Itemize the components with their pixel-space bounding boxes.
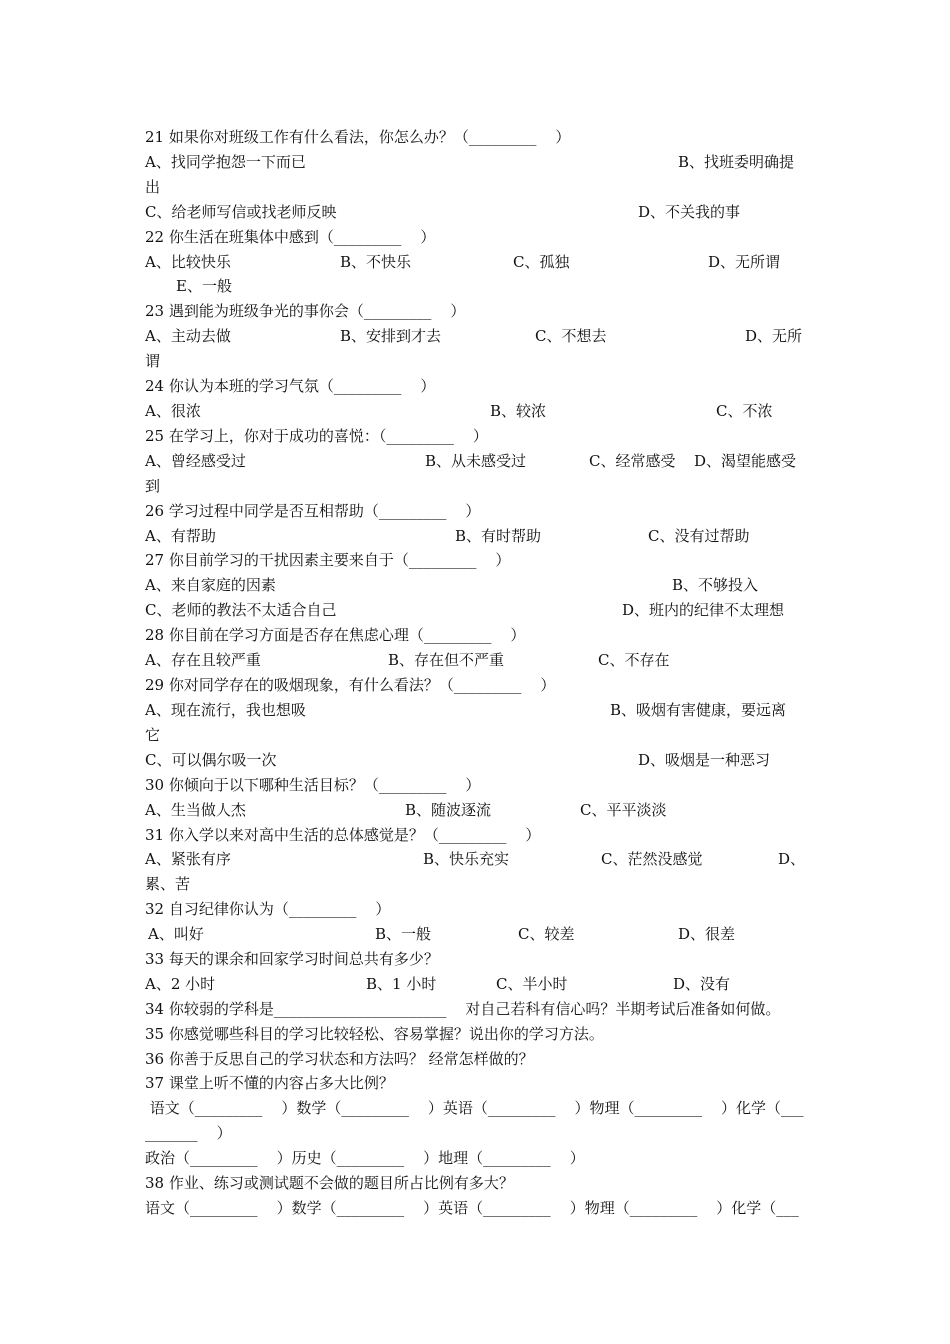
- question-24: 24 你认为本班的学习气氛（_________ ）: [145, 377, 436, 395]
- option-b: B、吸烟有害健康，要远离: [610, 701, 787, 719]
- option-b: B、存在但不严重: [388, 651, 505, 669]
- option-c: C、平平淡淡: [580, 801, 667, 819]
- question-30: 30 你倾向于以下哪种生活目标？（_________ ）: [145, 776, 481, 794]
- option-b: B、1 小时: [366, 975, 437, 993]
- question-27: 27 你目前学习的干扰因素主要来自于（_________ ）: [145, 551, 511, 569]
- option-a: A、存在且较严重: [145, 651, 261, 669]
- option-a: A、生当做人杰: [145, 801, 246, 819]
- option-c: C、半小时: [496, 975, 568, 993]
- question-33: 33 每天的课余和回家学习时间总共有多少？: [145, 950, 439, 968]
- option-a: A、叫好: [148, 925, 204, 943]
- option-c: C、老师的教法不太适合自己: [145, 601, 337, 619]
- subject-blanks-row: 语文（_________ ）数学（_________ ）英语（_________ ）物理（_________ ）化学（___: [145, 1199, 799, 1217]
- option-a: A、有帮助: [145, 527, 216, 545]
- question-21: 21 如果你对班级工作有什么看法，你怎么办？（_________ ）: [145, 128, 571, 146]
- option-d: D、很差: [678, 925, 736, 943]
- question-38: 38 作业、练习或测试题不会做的题目所占比例有多大？: [145, 1174, 514, 1192]
- option-d: D、无所: [745, 327, 803, 345]
- option-b: B、安排到才去: [340, 327, 442, 345]
- option-e: E、一般: [176, 277, 232, 295]
- option-d: D、: [778, 850, 806, 868]
- option-a: A、现在流行，我也想吸: [145, 701, 306, 719]
- subject-blanks-row: 政治（_________ ）历史（_________ ）地理（_________ ）: [145, 1149, 585, 1167]
- option-b: B、一般: [375, 925, 432, 943]
- option-a: A、比较快乐: [145, 253, 231, 271]
- question-32: 32 自习纪律你认为（_________ ）: [145, 900, 391, 918]
- option-c: C、没有过帮助: [648, 527, 750, 545]
- option-b: B、随波逐流: [405, 801, 492, 819]
- option-b: B、不够投入: [672, 576, 759, 594]
- option-c: C、不想去: [535, 327, 607, 345]
- option-c: C、不浓: [716, 402, 773, 420]
- question-22: 22 你生活在班集体中感到（_________ ）: [145, 228, 436, 246]
- option-d: D、渴望能感受: [694, 452, 797, 470]
- option-a: A、主动去做: [145, 327, 231, 345]
- option-wrap: 谓: [145, 352, 161, 370]
- question-35: 35 你感觉哪些科目的学习比较轻松、容易掌握？说出你的学习方法。: [145, 1025, 604, 1043]
- question-29: 29 你对同学存在的吸烟现象，有什么看法？（_________ ）: [145, 676, 556, 694]
- question-28: 28 你目前在学习方面是否存在焦虑心理（_________ ）: [145, 626, 526, 644]
- question-26: 26 学习过程中同学是否互相帮助（_________ ）: [145, 502, 481, 520]
- option-row: A、找同学抱怨一下而已: [145, 153, 306, 171]
- option-a: A、2 小时: [145, 975, 216, 993]
- option-d: D、班内的纪律不太理想: [622, 601, 785, 619]
- option-c: C、不存在: [598, 651, 670, 669]
- question-36: 36 你善于反思自己的学习状态和方法吗？ 经常怎样做的？: [145, 1050, 534, 1068]
- option-a: A、来自家庭的因素: [145, 576, 276, 594]
- option-d: D、不关我的事: [638, 203, 741, 221]
- option-b: B、较浓: [490, 402, 547, 420]
- option-a: A、曾经感受过: [145, 452, 246, 470]
- question-34: 34 你较弱的学科是_______________________ 对自己若科有信心吗？半期考试后准备如何做。: [145, 1000, 781, 1018]
- option-c: C、茫然没感觉: [601, 850, 703, 868]
- option-wrap: 它: [145, 726, 161, 744]
- question-23: 23 遇到能为班级争光的事你会（_________ ）: [145, 302, 466, 320]
- option-a: A、紧张有序: [145, 850, 231, 868]
- option-a: A、很浓: [145, 402, 201, 420]
- option-d: D、无所谓: [708, 253, 781, 271]
- option-b: B、不快乐: [340, 253, 412, 271]
- option-c: C、给老师写信或找老师反映: [145, 203, 337, 221]
- subject-blanks-row: 语文（_________ ）数学（_________ ）英语（_________ ）物理（_________ ）化学（___: [145, 1099, 804, 1117]
- option-b: B、找班委明确提: [678, 153, 795, 171]
- option-wrap: 累、苦: [145, 875, 191, 893]
- question-37: 37 课堂上听不懂的内容占多大比例？: [145, 1074, 394, 1092]
- option-b: B、有时帮助: [455, 527, 542, 545]
- option-d: D、吸烟是一种恶习: [638, 751, 771, 769]
- option-c: C、较差: [518, 925, 575, 943]
- question-31: 31 你入学以来对高中生活的总体感觉是？（_________ ）: [145, 826, 541, 844]
- subject-blanks-wrap: _______ ）: [145, 1124, 232, 1142]
- option-c: C、经常感受: [589, 452, 676, 470]
- option-c: C、可以偶尔吸一次: [145, 751, 277, 769]
- option-wrap: 出: [145, 178, 161, 196]
- option-d: D、没有: [673, 975, 731, 993]
- question-25: 25 在学习上，你对于成功的喜悦：（_________ ）: [145, 427, 488, 445]
- option-b: B、从未感受过: [425, 452, 527, 470]
- option-c: C、孤独: [513, 253, 570, 271]
- option-wrap: 到: [145, 477, 161, 495]
- option-b: B、快乐充实: [423, 850, 510, 868]
